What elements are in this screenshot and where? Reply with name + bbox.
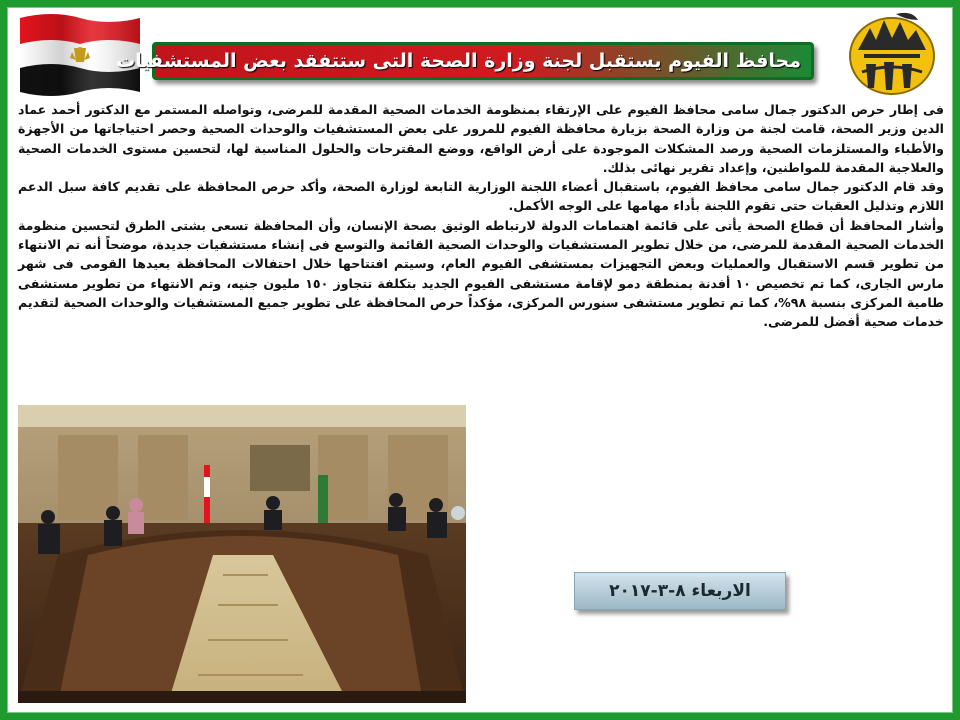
article-paragraph-3: وأشار المحافظ أن قطاع الصحة يأتى على قائمة اهتمامات الدولة لارتباطه الوثيق بصحة الإنسان، وأن المحافظة تسعى بشتى الطرق لتحسين منظومة الخدمات الصحية المقدمة للمرضى، من خلال تطوير المستشفيات والوحدات الصحية القائمة والتوسع فى إنشاء مستشفيات جديدة، موضحاً أنه تم الانتهاء من تطوير قسم الاستقبال والعمليات وبعض التجهيزات بمستشفى الفيوم العام، وسيتم افتتاحها خلال احتفالات المحافظة بعيدها القومى فى شهر مارس الجارى، كما تم تخصيص ١٠ أفدنة بمنطقة دمو لإقامة مستشفى الفيوم الجديد بتكلفة تتجاوز ١٥٠ مليون جنيه، وتم الانتهاء من تطوير مستشفى طامية المركزى بنسبة ٩٨%، كما تم تطوير مستشفى سنورس المركزى، مؤكداً حرص المحافظة على تطوير جميع المستشفيات والوحدات الصحية لتقديم خدمات صحية أفضل للمرضى. bbox=[18, 217, 945, 330]
fayoum-logo-icon bbox=[836, 10, 948, 98]
headline-text: محافظ الفيوم يستقبل لجنة وزارة الصحة التى ستتفقد بعض المستشفيات bbox=[116, 50, 801, 72]
article-paragraph-2: وقد قام الدكتور جمال سامى محافظ الفيوم، باستقبال أعضاء اللجنة الوزارية التابعة لوزارة الصحة، وأكد حرص المحافظة على تقديم كافة سبل الدعم اللازم وتذليل العقبات حتى تقوم اللجنة بأداء مهامها على الوجه الأكمل. bbox=[18, 179, 944, 214]
date-text: الاربعاء ٨-٣-٢٠١٧ bbox=[609, 581, 751, 601]
date-box bbox=[574, 572, 786, 610]
headline-banner bbox=[116, 42, 814, 80]
meeting-photo bbox=[18, 405, 466, 703]
article-body bbox=[18, 100, 944, 332]
article-paragraph-1: فى إطار حرص الدكتور جمال سامى محافظ الفيوم على الإرتقاء بمنظومة الخدمات الصحية المقدمة للمرضى، وتواصله المستمر مع الدكتور أحمد عماد الدين وزير الصحة، قامت لجنة من وزارة الصحة بزيارة محافظة الفيوم للمرور على بعض المستشفيات والوحدات الصحية وحصر احتياجاتها من الأجهزة والأطباء والمستلزمات الصحية ورصد المشكلات الموجودة على أرض الواقع، ووضع المقترحات والحلول المناسبة لها، لتحسين مستوى الخدمات الصحية والعلاجية المقدمة للمواطنين، وإعداد تقرير نهائى بذلك. bbox=[18, 102, 944, 175]
